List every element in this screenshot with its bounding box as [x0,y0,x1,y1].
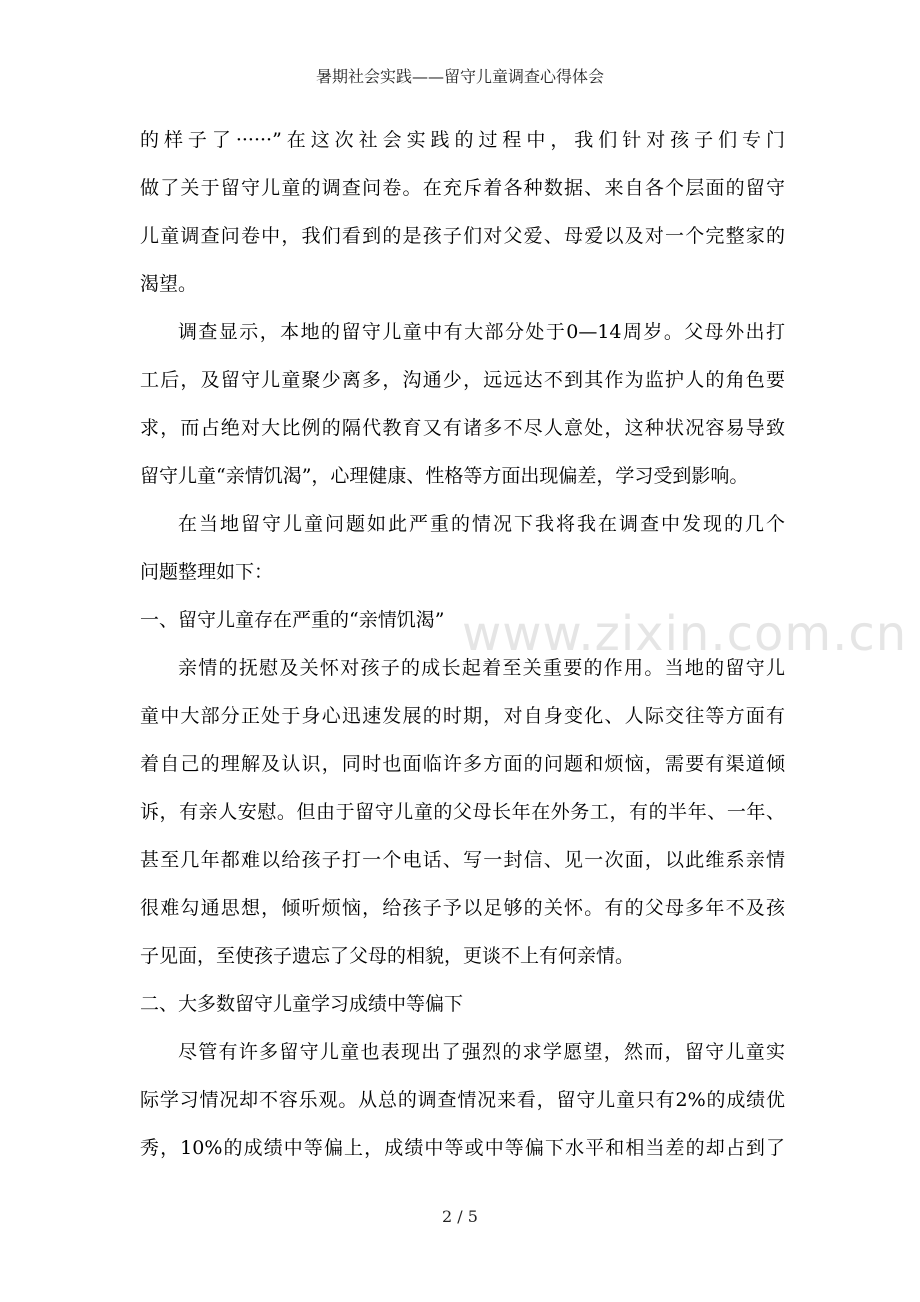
text-line: 际学习情况却不容乐观。从总的调查情况来看，留守儿童只有2%的成绩优 [140,1089,785,1111]
text-line: 儿童调查问卷中，我们看到的是孩子们对父爱、母爱以及对一个完整家的 [140,225,785,247]
text-line: 很难勾通思想，倾听烦恼，给孩子予以足够的关怀。有的父母多年不及孩 [140,897,785,919]
text-line: 调查显示，本地的留守儿童中有大部分处于0—14周岁。父母外出打 [178,321,785,343]
section-heading: 一、留守儿童存在严重的“亲情饥渴” [140,609,445,631]
text-line: 秀，10%的成绩中等偏上，成绩中等或中等偏下水平和相当差的却占到了 [140,1137,785,1159]
text-line: 工后，及留守儿童聚少离多，沟通少，远远达不到其作为监护人的角色要 [140,369,785,391]
text-line: 童中大部分正处于身心迅速发展的时期，对自身变化、人际交往等方面有 [140,705,785,727]
page-number: 2 / 5 [442,1207,478,1226]
text-line: 求，而占绝对大比例的隔代教育又有诸多不尽人意处，这种状况容易导致 [140,417,785,439]
text-line: 尽管有许多留守儿童也表现出了强烈的求学愿望，然而，留守儿童实 [178,1041,785,1063]
text-line: 的样子了······”在这次社会实践的过程中，我们针对孩子们专门 [140,129,785,151]
text-line: 渴望。 [140,273,198,295]
document-body [140,116,785,1172]
page-header: 暑期社会实践——留守儿童调查心得体会 [315,67,604,86]
text-line: 着自己的理解及认识，同时也面临许多方面的问题和烦恼，需要有渠道倾 [140,753,785,775]
section-heading: 二、大多数留守儿童学习成绩中等偏下 [140,993,464,1015]
watermark: www.zixin.com.cn [462,606,908,662]
text-line: 做了关于留守儿童的调查问卷。在充斥着各种数据、来自各个层面的留守 [140,177,785,199]
text-line: 甚至几年都难以给孩子打一个电话、写一封信、见一次面，以此维系亲情 [140,849,785,871]
text-line: 问题整理如下： [140,561,274,583]
text-line: 亲情的抚慰及关怀对孩子的成长起着至关重要的作用。当地的留守儿 [178,657,785,679]
text-line: 子见面，至使孩子遗忘了父母的相貌，更谈不上有何亲情。 [140,945,635,967]
text-line: 留守儿童“亲情饥渴”，心理健康、性格等方面出现偏差，学习受到影响。 [140,465,749,487]
text-line: 在当地留守儿童问题如此严重的情况下我将我在调查中发现的几个 [178,513,785,535]
text-line: 诉，有亲人安慰。但由于留守儿童的父母长年在外务工，有的半年、一年、 [140,801,785,823]
